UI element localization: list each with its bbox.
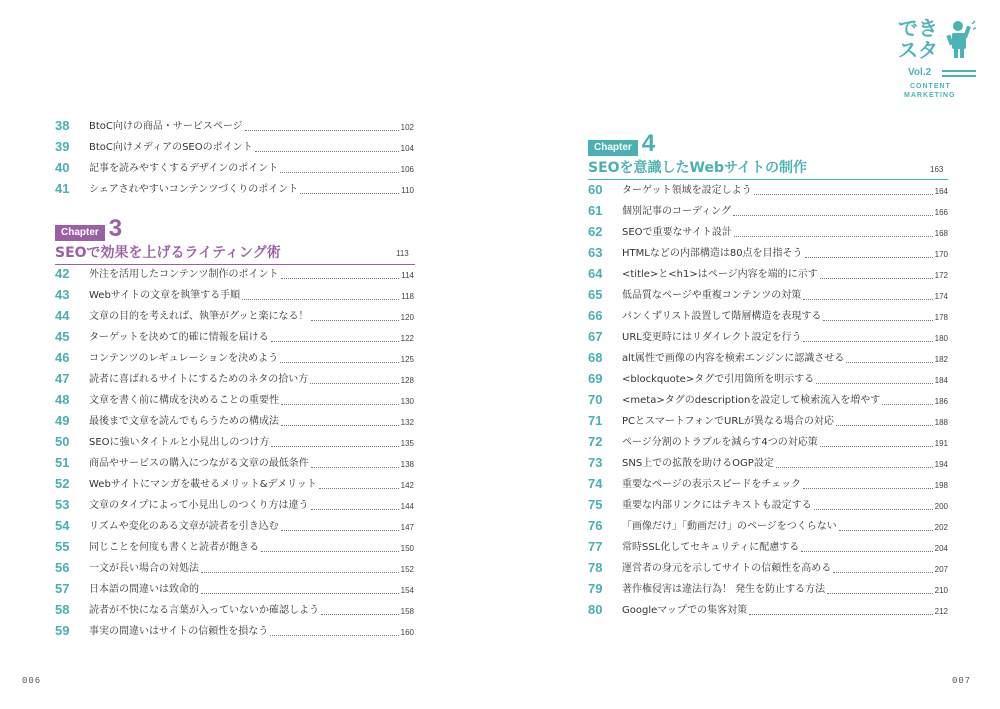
toc-entry-number: 40: [55, 160, 70, 175]
dot-leader: [311, 467, 399, 468]
dot-leader: [270, 635, 398, 636]
dot-leader: [801, 551, 932, 552]
logo-title-line1: でき: [898, 16, 938, 40]
toc-entry-title: 低品質なページや重複コンテンツの対策: [622, 290, 802, 301]
toc-entry-number: 71: [588, 413, 603, 428]
toc-entry: [588, 431, 948, 451]
page-number: 006: [22, 676, 42, 686]
toc-entry: [55, 284, 414, 304]
toc-entry-number: 73: [588, 455, 603, 470]
dot-leader: [820, 278, 933, 279]
chapter-badge: Chapter: [55, 225, 105, 241]
dot-leader: [836, 425, 933, 426]
toc-entry-page: 135: [400, 439, 414, 448]
toc-entry-page: 178: [934, 313, 948, 322]
toc-entry: [588, 536, 948, 556]
dot-leader: [816, 383, 932, 384]
toc-entry-number: 59: [55, 623, 70, 638]
dot-leader: [281, 425, 399, 426]
toc-entry-page: 170: [934, 250, 948, 259]
toc-entry-title: ターゲットを決めて的確に情報を届ける: [89, 332, 269, 343]
toc-entry-page: 104: [400, 144, 414, 153]
toc-entry-title: alt属性で画像の内容を検索エンジンに認識させる: [622, 353, 845, 364]
dot-leader: [839, 530, 933, 531]
toc-entry-title: 一文が長い場合の対処法: [89, 563, 199, 574]
toc-entry-page: 188: [934, 418, 948, 427]
toc-entry: [55, 578, 414, 598]
toc-entry-page: 154: [400, 586, 414, 595]
toc-entry: [588, 263, 948, 283]
toc-entry: [588, 242, 948, 262]
toc-entry: [55, 178, 414, 198]
toc-entry-page: 164: [934, 187, 948, 196]
dot-leader: [311, 320, 399, 321]
toc-entry: [588, 200, 948, 220]
toc-entry: [588, 578, 948, 598]
toc-entry-title: 文章の目的を考えれば、執筆がグッと楽になる！: [89, 311, 309, 322]
toc-entry-page: 125: [400, 355, 414, 364]
toc-entry-title: URL変更時にはリダイレクト設定を行う: [622, 332, 802, 343]
toc-entry-title: 日本語の間違いは致命的: [89, 584, 199, 595]
toc-entry-title: 文章を書く前に構成を決めることの重要性: [89, 395, 279, 406]
toc-entry-number: 49: [55, 413, 70, 428]
toc-entry-page: 202: [934, 523, 948, 532]
toc-entry-page: 207: [934, 565, 948, 574]
toc-entry-number: 55: [55, 539, 70, 554]
toc-entry-number: 70: [588, 392, 603, 407]
toc-entry-number: 42: [55, 266, 70, 281]
dot-leader: [201, 572, 399, 573]
toc-entry-title: 外注を活用したコンテンツ制作のポイント: [89, 269, 279, 280]
chapter-badge: Chapter: [588, 140, 638, 156]
page-number: 007: [952, 676, 972, 686]
toc-entry-title: SEOで重要なサイト設計: [622, 227, 732, 238]
toc-entry-page: 168: [934, 229, 948, 238]
toc-entry-title: Webサイトの文章を執筆する手順: [89, 290, 241, 301]
toc-entry-number: 60: [588, 182, 603, 197]
toc-entry-title: 個別記事のコーディング: [622, 206, 731, 217]
series-logo: [898, 18, 978, 108]
toc-entry-title: 事実の間違いはサイトの信頼性を損なう: [89, 626, 269, 637]
toc-entry-number: 47: [55, 371, 70, 386]
toc-entry: [588, 410, 948, 430]
toc-entry-number: 77: [588, 539, 603, 554]
toc-entry: [588, 494, 948, 514]
toc-entry-page: 144: [400, 502, 414, 511]
toc-entry-number: 46: [55, 350, 70, 365]
toc-entry: [55, 115, 414, 135]
dot-leader: [734, 236, 933, 237]
toc-entry-number: 41: [55, 181, 70, 196]
toc-entry-number: 38: [55, 118, 70, 133]
toc-entry-title: 運営者の身元を示してサイトの信頼性を高める: [622, 563, 832, 574]
toc-entry-number: 76: [588, 518, 603, 533]
toc-entry-number: 69: [588, 371, 603, 386]
toc-entry-title: 「画像だけ」「動画だけ」のページをつくらない: [622, 521, 837, 532]
dot-leader: [803, 299, 932, 300]
toc-entry: [55, 473, 414, 493]
toc-entry-number: 78: [588, 560, 603, 575]
toc-entry-title: 最後まで文章を読んでもらうための構成法: [89, 416, 279, 427]
toc-entry-number: 54: [55, 518, 70, 533]
dot-leader: [321, 614, 399, 615]
toc-entry-title: シェアされやすいコンテンツづくりのポイント: [89, 184, 299, 195]
toc-entry-title: <title>と<h1>はページ内容を端的に示す: [622, 269, 818, 280]
toc-entry-page: 130: [400, 397, 414, 406]
toc-entry-title: パンくずリスト設置して階層構造を表現する: [622, 311, 822, 322]
toc-entry-title: 著作権侵害は違法行為！ 発生を防止する方法: [622, 584, 826, 595]
toc-entry-title: 商品やサービスの購入につながる文章の最低条件: [89, 458, 309, 469]
toc-entry-number: 51: [55, 455, 70, 470]
toc-entry-page: 210: [934, 586, 948, 595]
dot-leader: [733, 215, 933, 216]
toc-entry-page: 174: [934, 292, 948, 301]
toc-entry-title: 記事を読みやすくするデザインのポイント: [89, 163, 279, 174]
toc-entry: [55, 452, 414, 472]
toc-entry: [588, 221, 948, 241]
toc-entry-title: <meta>タグのdescriptionを設定して検索流入を増やす: [622, 395, 881, 406]
toc-entry-title: BtoC向けの商品・サービスページ: [89, 121, 243, 132]
toc-entry-page: 166: [934, 208, 948, 217]
dot-leader: [803, 488, 933, 489]
toc-entry-page: 122: [400, 334, 414, 343]
toc-entry-page: 204: [934, 544, 948, 553]
chapter-page: 113: [396, 249, 409, 258]
toc-entry-page: 138: [400, 460, 414, 469]
dot-leader: [271, 341, 399, 342]
toc-entry: [588, 347, 948, 367]
toc-entry: [55, 389, 414, 409]
toc-entry: [588, 599, 948, 619]
toc-entry-title: 文章のタイプによって小見出しのつくり方は違う: [89, 500, 309, 511]
toc-entry-number: 39: [55, 139, 70, 154]
dot-leader: [310, 383, 398, 384]
toc-entry: [588, 389, 948, 409]
logo-subtitle-line1: CONTENT: [910, 83, 951, 90]
toc-entry-page: 160: [400, 628, 414, 637]
toc-entry-page: 152: [400, 565, 414, 574]
logo-bar: [942, 70, 976, 72]
dot-leader: [882, 404, 932, 405]
toc-entry-number: 61: [588, 203, 603, 218]
toc-entry: [588, 326, 948, 346]
mascot-icon: [946, 20, 976, 60]
toc-entry-number: 43: [55, 287, 70, 302]
toc-entry-title: BtoC向けメディアのSEOのポイント: [89, 142, 253, 153]
toc-entry-page: 212: [934, 607, 948, 616]
toc-entry-title: コンテンツのレギュレーションを決めよう: [89, 353, 279, 364]
toc-entry-title: Webサイトにマンガを載せるメリット&デメリット: [89, 479, 317, 490]
toc-entry-page: 106: [400, 165, 414, 174]
toc-entry-number: 68: [588, 350, 603, 365]
dot-leader: [311, 509, 399, 510]
toc-entry: [55, 599, 414, 619]
toc-entry-page: 172: [934, 271, 948, 280]
toc-entry-number: 52: [55, 476, 70, 491]
toc-entry-number: 80: [588, 602, 603, 617]
toc-entry-page: 150: [400, 544, 414, 553]
toc-entry-number: 57: [55, 581, 70, 596]
chapter-title: SEOを意識したWebサイトの制作: [588, 160, 808, 176]
logo-bar: [942, 75, 976, 77]
toc-entry-title: 同じことを何度も書くと読者が飽きる: [89, 542, 259, 553]
toc-entry-page: 118: [401, 292, 414, 301]
toc-entry-page: 180: [934, 334, 948, 343]
dot-leader: [281, 278, 400, 279]
toc-entry-number: 58: [55, 602, 70, 617]
toc-entry-page: 191: [934, 439, 948, 448]
toc-entry: [588, 305, 948, 325]
toc-entry-number: 64: [588, 266, 603, 281]
toc-entry-number: 67: [588, 329, 603, 344]
toc-entry: [55, 494, 414, 514]
toc-entry-number: 48: [55, 392, 70, 407]
dot-leader: [833, 572, 932, 573]
toc-entry-page: 128: [400, 376, 414, 385]
toc-entry-title: SNS上での拡散を助けるOGP設定: [622, 458, 774, 469]
toc-entry-number: 62: [588, 224, 603, 239]
chapter-number: 4: [641, 130, 656, 157]
toc-entry-title: ターゲット領域を設定しよう: [622, 185, 752, 196]
dot-leader: [201, 593, 399, 594]
dot-leader: [319, 488, 399, 489]
toc-entry-page: 147: [400, 523, 414, 532]
dot-leader: [280, 172, 398, 173]
toc-entry-number: 45: [55, 329, 70, 344]
toc-entry: [55, 431, 414, 451]
toc-entry: [588, 179, 948, 199]
toc-entry: [588, 557, 948, 577]
toc-entry: [55, 157, 414, 177]
chapter-title: SEOで効果を上げるライティング術: [55, 245, 281, 261]
chapter3-heading: [55, 217, 122, 241]
toc-entry-title: HTMLなどの内部構造は80点を目指そう: [622, 248, 803, 259]
chapter-number: 3: [108, 215, 123, 242]
toc-entry-number: 74: [588, 476, 603, 491]
toc-entry-title: Googleマップでの集客対策: [622, 605, 748, 616]
toc-entry-title: 読者に喜ばれるサイトにするためのネタの拾い方: [89, 374, 309, 385]
dot-leader: [300, 193, 399, 194]
toc-entry-title: 読者が不快になる言葉が入っていないか確認しよう: [89, 605, 319, 616]
toc-entry: [55, 557, 414, 577]
dot-leader: [803, 341, 932, 342]
toc-entry: [55, 263, 414, 283]
toc-entry-page: 158: [400, 607, 414, 616]
logo-volume: Vol.2: [908, 67, 932, 78]
dot-leader: [805, 257, 933, 258]
toc-entry: [588, 473, 948, 493]
dot-leader: [255, 151, 399, 152]
toc-entry: [55, 326, 414, 346]
toc-entry-page: 120: [400, 313, 414, 322]
toc-entry: [588, 452, 948, 472]
dot-leader: [749, 614, 932, 615]
dot-leader: [754, 194, 933, 195]
toc-entry-page: 186: [934, 397, 948, 406]
toc-entry-title: ページ分割のトラブルを減らす4つの対応策: [622, 437, 818, 448]
toc-entry-page: 132: [400, 418, 414, 427]
toc-entry: [55, 136, 414, 156]
logo-title-line2: スタ: [898, 38, 938, 62]
toc-entry-page: 114: [401, 271, 414, 280]
toc-entry-number: 79: [588, 581, 603, 596]
toc-entry-number: 44: [55, 308, 70, 323]
dot-leader: [245, 130, 399, 131]
toc-entry: [55, 347, 414, 367]
toc-entry-title: 重要な内部リンクにはテキストも設定する: [622, 500, 812, 511]
logo-subtitle-line2: MARKETING: [904, 92, 956, 99]
toc-entry: [55, 368, 414, 388]
toc-entry-number: 72: [588, 434, 603, 449]
dot-leader: [846, 362, 932, 363]
dot-leader: [271, 446, 398, 447]
toc-entry-page: 110: [401, 186, 414, 195]
toc-entry-title: SEOに強いタイトルと小見出しのつけ方: [89, 437, 270, 448]
toc-entry: [55, 515, 414, 535]
dot-leader: [261, 551, 399, 552]
dot-leader: [823, 320, 932, 321]
toc-entry-number: 63: [588, 245, 603, 260]
dot-leader: [814, 509, 933, 510]
toc-entry: [588, 284, 948, 304]
toc-entry-title: 重要なページの表示スピードをチェック: [622, 479, 802, 490]
toc-entry: [55, 410, 414, 430]
toc-entry: [55, 305, 414, 325]
dot-leader: [281, 530, 399, 531]
toc-entry-title: PCとスマートフォンでURLが異なる場合の対応: [622, 416, 834, 427]
toc-entry: [55, 620, 414, 640]
toc-entry-number: 65: [588, 287, 603, 302]
toc-entry-number: 56: [55, 560, 70, 575]
dot-leader: [820, 446, 933, 447]
toc-entry: [588, 368, 948, 388]
toc-entry-page: 182: [934, 355, 948, 364]
toc-entry-page: 142: [400, 481, 414, 490]
toc-entry-number: 75: [588, 497, 603, 512]
toc-entry-title: <blockquote>タグで引用箇所を明示する: [622, 374, 815, 385]
toc-entry-page: 200: [934, 502, 948, 511]
toc-entry-page: 102: [400, 123, 414, 132]
toc-entry-page: 184: [934, 376, 948, 385]
toc-entry-page: 198: [934, 481, 948, 490]
dot-leader: [776, 467, 933, 468]
dot-leader: [242, 299, 399, 300]
toc-entry-number: 53: [55, 497, 70, 512]
toc-entry-page: 194: [934, 460, 948, 469]
dot-leader: [280, 362, 399, 363]
chapter-page: 163: [930, 165, 944, 174]
toc-entry: [588, 515, 948, 535]
toc-entry: [55, 536, 414, 556]
toc-entry-number: 66: [588, 308, 603, 323]
dot-leader: [827, 593, 932, 594]
toc-entry-title: リズムや変化のある文章が読者を引き込む: [89, 521, 279, 532]
chapter4-heading: [588, 132, 655, 156]
toc-entry-title: 常時SSL化してセキュリティに配慮する: [622, 542, 800, 553]
toc-entry-number: 50: [55, 434, 70, 449]
dot-leader: [281, 404, 399, 405]
